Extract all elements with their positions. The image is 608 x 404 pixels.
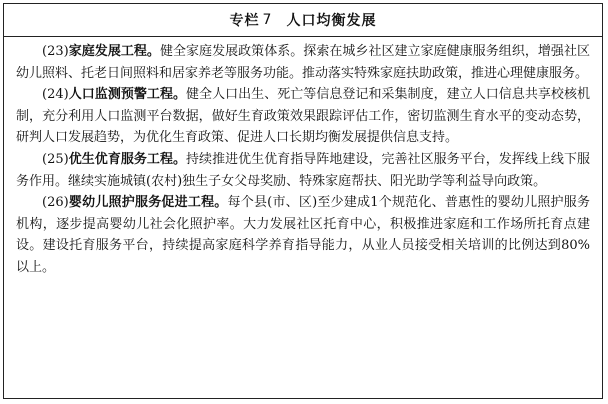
item-eugenics-service bbox=[16, 149, 590, 192]
item-heading: 人口监测预警工程。 bbox=[68, 87, 187, 103]
item-body: 健全人口出生、死亡等信息登记和采集制度，建立人口信息共享校核机制，充分利用人口监测平台数据，做好生育政策效果跟踪评估工作，密切监测生育水平的变动态势，研判人口发展趋势，为优化生育政策、促进人口长期均衡发展提供信息支持。 bbox=[16, 87, 590, 146]
column-title: 人口均衡发展 bbox=[286, 13, 377, 29]
item-body: 每个县(市、区)至少建成1个规范化、普惠性的婴幼儿照护服务机构，逐步提高婴幼儿社会化照护率。大力发展社区托育中心，积极推进家庭和工作场所托育点建设。建设托育服务平台，持续提高家庭科学养育指导能力，从业人员接受相关培训的比例达到80%以上。 bbox=[16, 195, 590, 275]
item-heading: 优生优育服务工程。 bbox=[68, 151, 187, 167]
column-number: 7 bbox=[262, 12, 273, 28]
column-label: 专栏 bbox=[229, 13, 260, 29]
item-heading: 家庭发展工程。 bbox=[68, 44, 160, 59]
item-body: 健全家庭发展政策体系。探索在城乡社区建立家庭健康服务组织，增强社区幼儿照料、托老日间照料和居家养老等服务功能。推动落实特殊家庭扶助政策，推进心理健康服务。 bbox=[16, 44, 590, 81]
item-infant-care bbox=[16, 192, 590, 278]
item-number: (23) bbox=[42, 44, 69, 59]
column-title-bar bbox=[4, 4, 602, 37]
item-number: (24) bbox=[42, 87, 69, 103]
item-number: (25) bbox=[42, 151, 69, 167]
item-body: 持续推进优生优育指导阵地建设，完善社区服务平台，发挥线上线下服务作用。继续实施城镇(农村)独生子女父母奖励、特殊家庭帮扶、阳光助学等利益导向政策。 bbox=[16, 151, 590, 189]
item-heading: 婴幼儿照护服务促进工程。 bbox=[68, 195, 228, 211]
item-population-monitoring bbox=[16, 84, 590, 149]
special-column-box bbox=[3, 3, 603, 399]
item-number: (26) bbox=[42, 195, 69, 211]
item-family-development bbox=[16, 41, 590, 84]
column-content bbox=[4, 37, 602, 279]
